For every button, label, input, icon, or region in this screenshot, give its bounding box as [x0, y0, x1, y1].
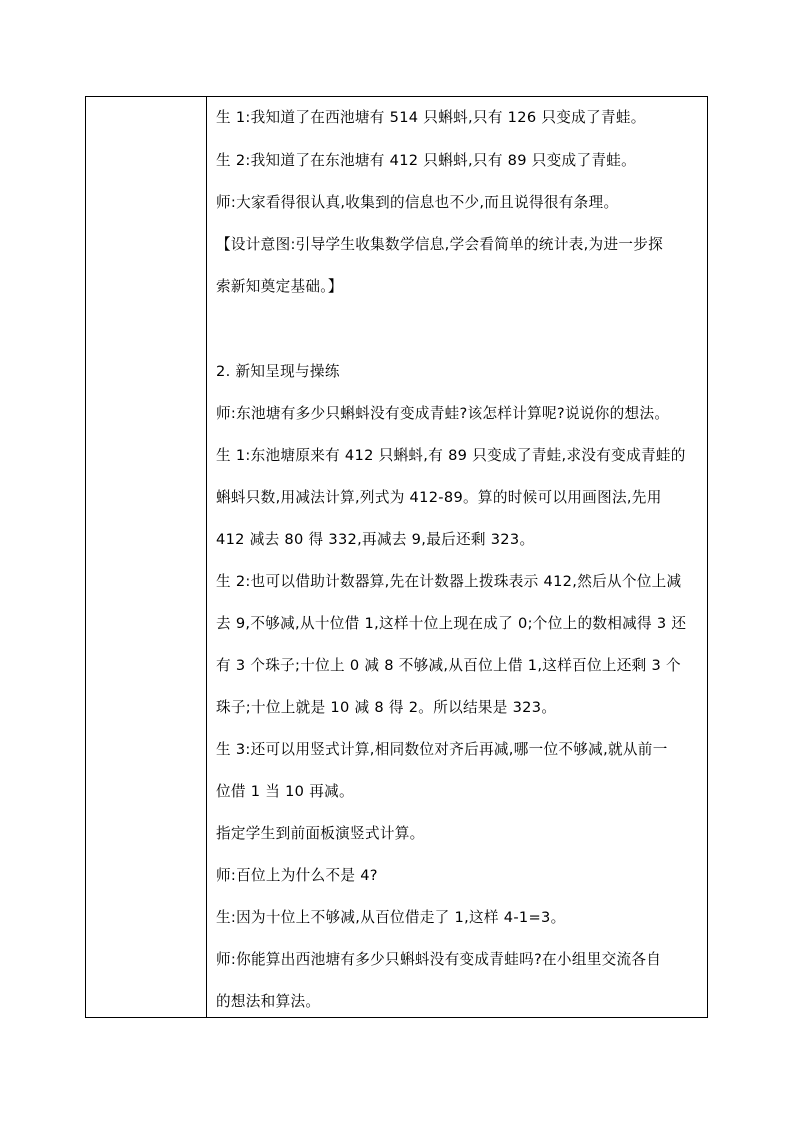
text-line: 412 减去 80 得 332,再减去 9,最后还剩 323。	[216, 531, 535, 548]
text-line: 师:百位上为什么不是 4?	[216, 867, 378, 884]
text-line: 珠子;十位上就是 10 减 8 得 2。所以结果是 323。	[216, 699, 557, 716]
text-line: 蝌蚪只数,用减法计算,列式为 412-89。算的时候可以用画图法,先用	[216, 489, 662, 506]
text-line: 师:东池塘有多少只蝌蚪没有变成青蛙?该怎样计算呢?说说你的想法。	[216, 405, 670, 422]
text-line: 生:因为十位上不够减,从百位借走了 1,这样 4-1=3。	[216, 909, 566, 926]
section-heading: 2. 新知呈现与操练	[216, 363, 340, 380]
text-line: 【设计意图:引导学生收集数学信息,学会看简单的统计表,为进一步探	[216, 236, 664, 253]
text-line: 生 1:我知道了在西池塘有 514 只蝌蚪,只有 126 只变成了青蛙。	[216, 109, 646, 126]
text-line: 去 9,不够减,从十位借 1,这样十位上现在成了 0;个位上的数相减得 3 还	[216, 615, 687, 632]
text-line: 的想法和算法。	[216, 993, 321, 1010]
lesson-table	[85, 96, 708, 1018]
text-line: 指定学生到前面板演竖式计算。	[216, 825, 425, 842]
text-line: 生 2:也可以借助计数器算,先在计数器上拨珠表示 412,然后从个位上减	[216, 573, 682, 590]
text-line: 位借 1 当 10 再减。	[216, 783, 354, 800]
left-column-cell	[86, 97, 207, 1017]
text-line: 师:大家看得很认真,收集到的信息也不少,而且说得很有条理。	[216, 194, 619, 211]
text-line: 索新知奠定基础。】	[216, 278, 343, 295]
text-line: 生 3:还可以用竖式计算,相同数位对齐后再减,哪一位不够减,就从前一	[216, 741, 668, 758]
text-line: 生 2:我知道了在东池塘有 412 只蝌蚪,只有 89 只变成了青蛙。	[216, 152, 637, 169]
content-cell	[207, 97, 707, 1017]
text-line: 生 1:东池塘原来有 412 只蝌蚪,有 89 只变成了青蛙,求没有变成青蛙的	[216, 447, 686, 464]
text-line: 有 3 个珠子;十位上 0 减 8 不够减,从百位上借 1,这样百位上还剩 3 个	[216, 657, 681, 674]
text-line: 师:你能算出西池塘有多少只蝌蚪没有变成青蛙吗?在小组里交流各自	[216, 951, 662, 968]
